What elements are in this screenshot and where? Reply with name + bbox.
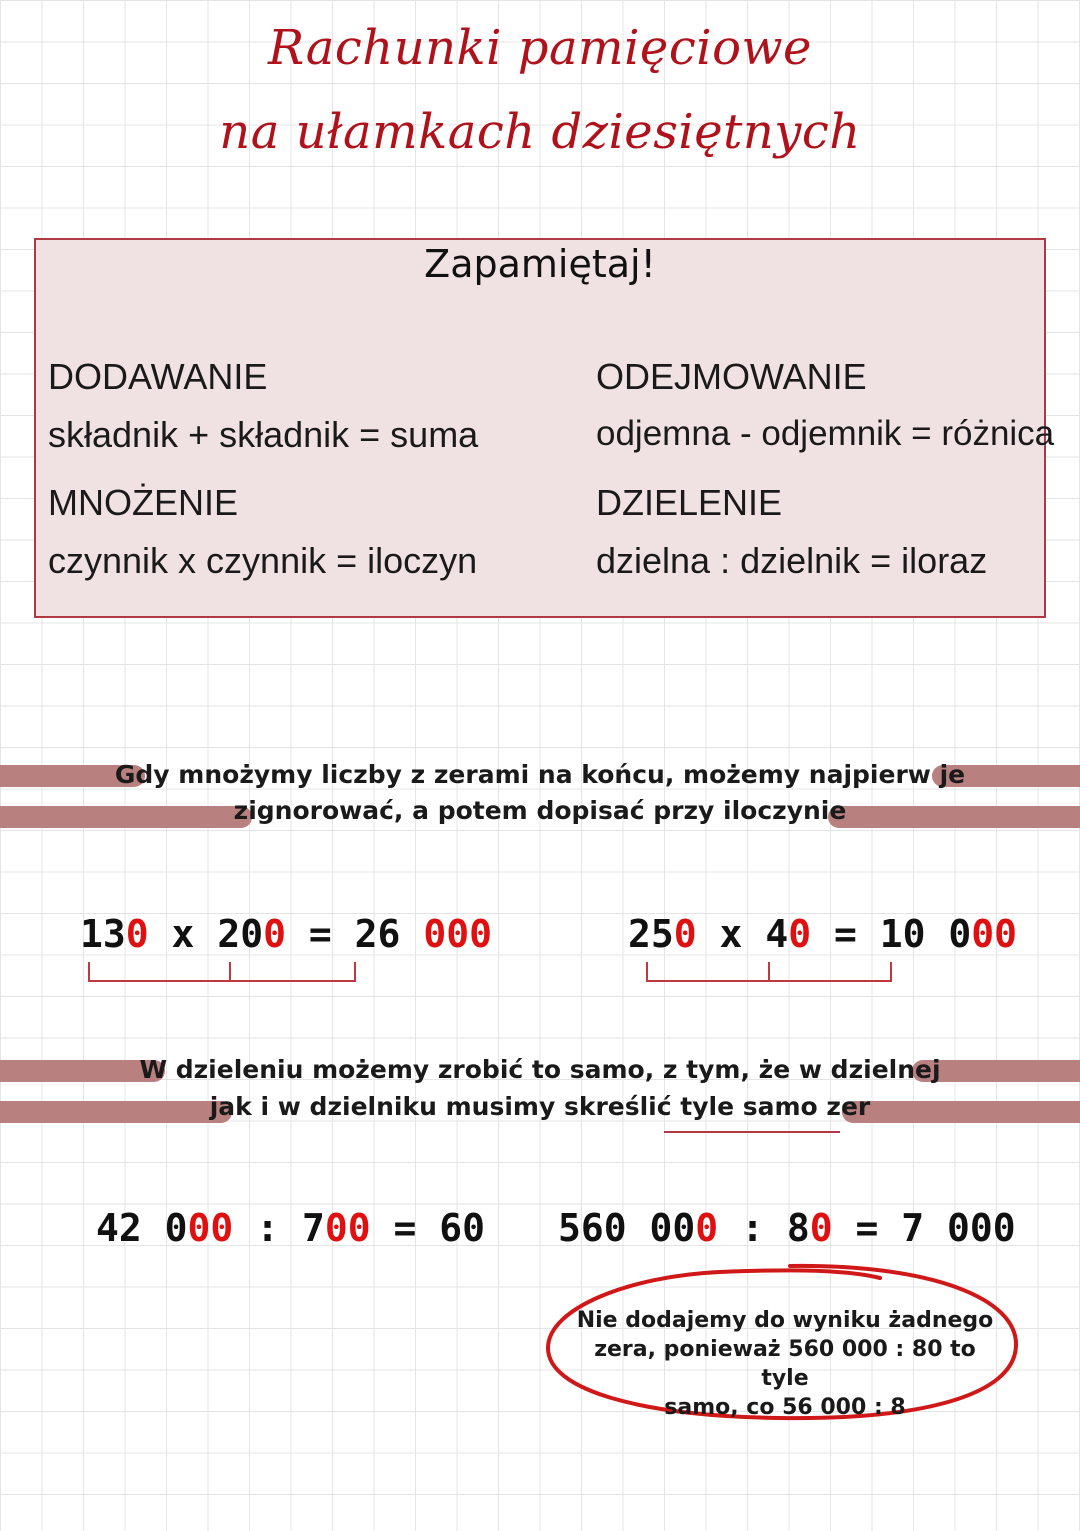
multiplication-tip-line1: Gdy mnożymy liczby z zerami na końcu, możemy najpierw je [114, 760, 966, 789]
page-subtitle: na ułamkach dziesiętnych [219, 104, 861, 160]
subtraction-formula: odjemna - odjemnik = różnica [596, 414, 1055, 453]
page-title: Rachunki pamięciowe [268, 20, 812, 76]
division-tip-line2: jak i w dzielniku musimy skreślić tyle samo zer [209, 1092, 871, 1121]
zero-bracket-2-tick [768, 962, 770, 982]
multiplication-formula: czynnik x czynnik = iloczyn [48, 540, 478, 581]
oval-note: Nie dodajemy do wyniku żadnego zera, ponieważ 560 000 : 80 to tyle samo, co 56 000 : 8 [576, 1308, 994, 1420]
addition-formula: składnik + składnik = suma [48, 414, 479, 455]
remember-heading: Zapamiętaj! [424, 242, 656, 286]
addition-name: DODAWANIE [48, 356, 268, 397]
division-name: DZIELENIE [596, 482, 783, 523]
zero-bracket-1 [88, 962, 356, 982]
mult-example-1: 130 x 200 = 26 000 [80, 912, 492, 956]
subtraction-name: ODEJMOWANIE [596, 356, 867, 397]
div-example-1: 42 000 : 700 = 60 [96, 1206, 486, 1250]
mult-example-2: 250 x 40 = 10 000 [628, 912, 1018, 956]
underline-same-zeros [664, 1131, 840, 1133]
zero-bracket-1-tick [229, 962, 231, 982]
div-example-2: 560 000 : 80 = 7 000 [558, 1206, 1016, 1250]
division-tip-line1: W dzieleniu możemy zrobić to samo, z tym, że w dzielnej [139, 1055, 941, 1084]
multiplication-name: MNOŻENIE [48, 482, 239, 523]
multiplication-tip-line2: zignorować, a potem dopisać przy iloczynie [233, 796, 847, 825]
division-formula: dzielna : dzielnik = iloraz [596, 540, 988, 581]
